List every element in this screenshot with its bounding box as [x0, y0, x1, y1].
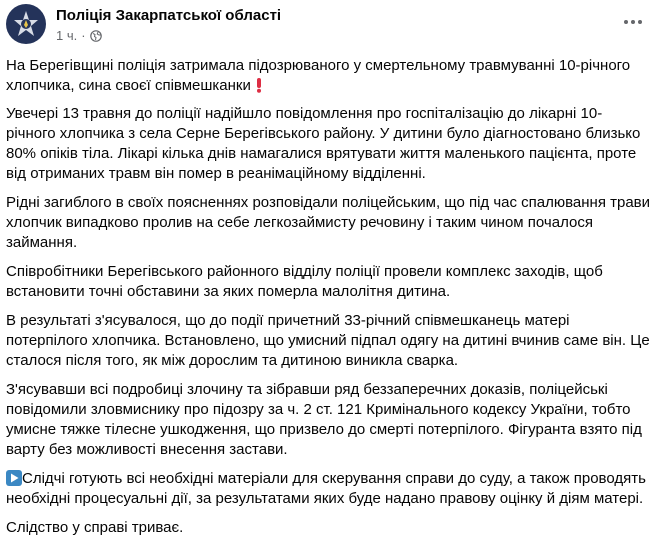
- globe-icon[interactable]: [90, 30, 102, 42]
- post-headline: [6, 56, 651, 96]
- more-options-button[interactable]: [621, 10, 645, 34]
- paragraph-2: Рідні загиблого в своїх поясненнях розповідали поліцейським, що під час спалювання трави хлопчик випадково пролив на себе легкозаймисту речовину і таким чином почалося займання.: [6, 194, 651, 251]
- paragraph-6: [6, 469, 651, 509]
- separator-dot: ·: [81, 28, 86, 43]
- paragraph-7: Слідство у справі триває.: [6, 519, 184, 536]
- page-name-link[interactable]: Поліція Закарпатської області: [56, 7, 282, 24]
- police-emblem-icon: [11, 9, 41, 39]
- paragraph-1: Увечері 13 травня до поліції надійшло повідомлення про госпіталізацію до лікарні 10-річного хлопчика з села Серне Берегівського району. У дитини було діагностовано близько 80% опіків тіла. Лікарі кілька днів намагалися врятувати життя маленького пацієнта, проте від отриманих травм він помер в реанімаційному відділенні.: [6, 105, 641, 182]
- paragraph-6-text: Слідчі готують всі необхідні матеріали для скерування справи до суду, а також проводять необхідні процесуальні дії, за результатами яких буде надано правову оцінку й діям матері.: [6, 470, 646, 507]
- page-avatar[interactable]: [6, 4, 46, 44]
- post-header: [6, 4, 659, 48]
- more-horizontal-icon: [623, 19, 643, 25]
- paragraph-3: Співробітники Берегівського районного відділу поліції провели комплекс заходів, щоб встановити точні обставини за яких померла малолітня дитина.: [6, 263, 603, 300]
- post-meta: [56, 28, 102, 43]
- exclamation-emoji-icon: [255, 77, 263, 93]
- headline-text: На Берегівщині поліція затримала підозрюваного у смертельному травмуванні 10-річного хлопчика, сина своєї співмешканки: [6, 57, 631, 94]
- play-button-emoji-icon: [6, 470, 22, 486]
- post-time[interactable]: 1 ч.: [56, 28, 78, 43]
- paragraph-5: З'ясувавши всі подробиці злочину та зібравши ряд беззаперечних доказів, поліцейські повідомили зловмиснику про підозру за ч. 2 ст. 121 Кримінального кодексу України, тобто умисне тяжке тілесне ушкодження, що призвело до смерті потерпілого. Фігуранта взято під варту без можливості внесення застави.: [6, 381, 642, 458]
- paragraph-4: В результаті з'ясувалося, що до події причетний 33-річний співмешканець матері потерпілого хлопчика. Встановлено, що умисний підпал одягу на дитині вчинив саме він. Це сталося після того, як між дорослим та дитиною виникла сварка.: [6, 312, 650, 369]
- post-body: [6, 56, 651, 547]
